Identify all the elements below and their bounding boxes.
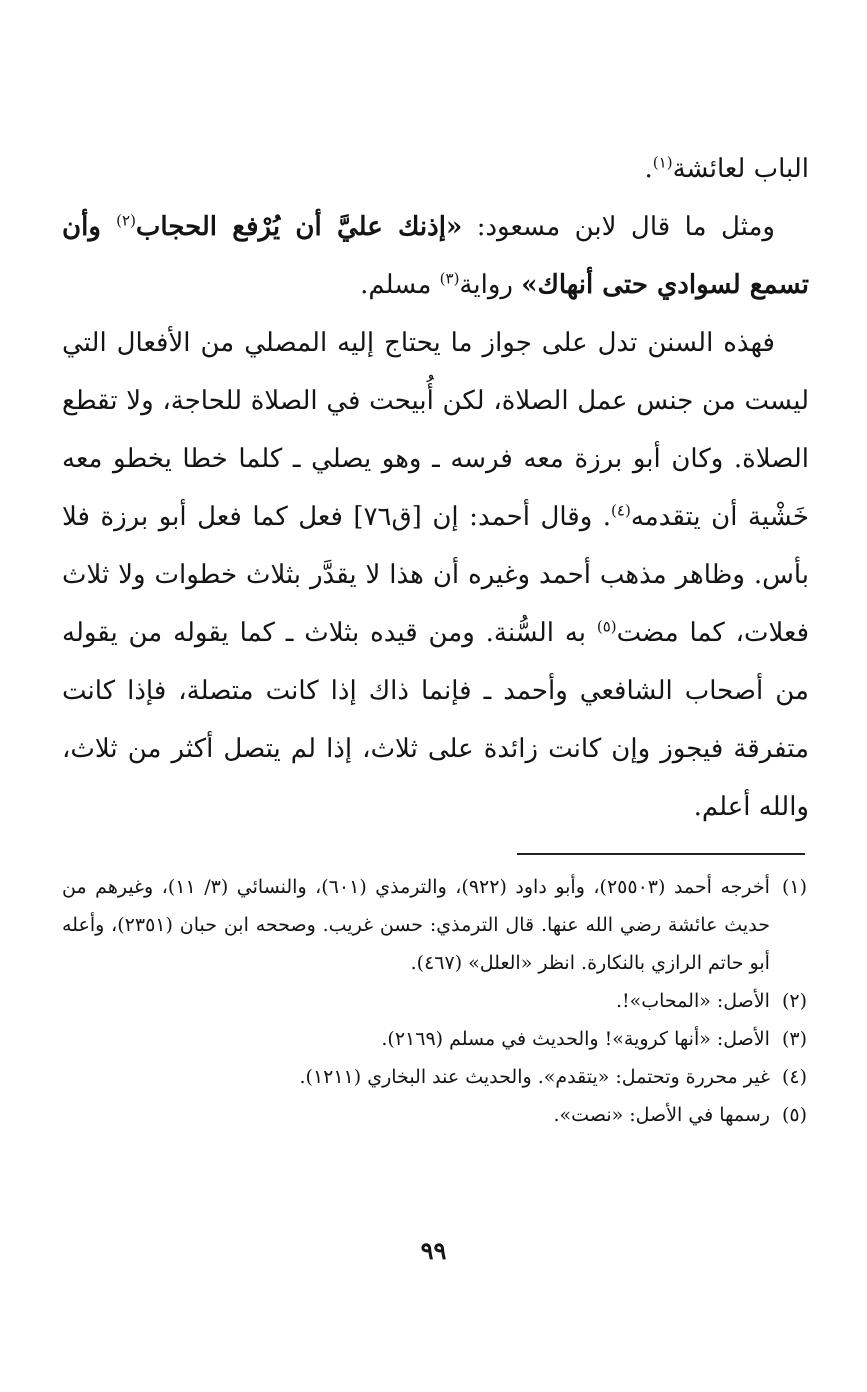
footnote-1 xyxy=(62,868,807,982)
footnote-ref-2[interactable]: (٢) xyxy=(116,211,136,230)
footnote-text: رسمها في الأصل: «نصت». xyxy=(553,1104,770,1126)
main-text xyxy=(62,140,809,836)
footnote-ref-5[interactable]: (٥) xyxy=(596,617,617,636)
page-number: ٩٩ xyxy=(420,1236,447,1265)
footnote-text: الأصل: «المحاب»!. xyxy=(615,990,770,1012)
footnote-2 xyxy=(62,982,807,1020)
hadith-quote: «إذنك عليَّ أن يُرْفع الحجاب xyxy=(135,212,463,242)
footnote-number: (٣) xyxy=(781,1028,807,1050)
text-run: . وقال أحمد: إن [ق٧٦] فعل كما فعل أبو برزة فلا بأس. وظاهر مذهب أحمد وغيره أن هذا لا يقدَّر بثلاث خطوات ولا ثلاث فعلات، كما مضت xyxy=(62,502,810,648)
footnote-number: (٥) xyxy=(781,1104,807,1126)
paragraph-3 xyxy=(62,314,809,836)
text-run: رواية xyxy=(459,270,522,300)
footnote-3 xyxy=(62,1020,807,1058)
footnote-number: (٤) xyxy=(781,1066,807,1088)
footnote-ref-4[interactable]: (٤) xyxy=(611,501,631,520)
text-run: ومثل ما قال لابن مسعود: xyxy=(462,212,775,242)
footnote-number: (٢) xyxy=(781,990,807,1012)
footnote-ref-1[interactable]: (١) xyxy=(652,153,673,172)
footnote-text: أخرجه أحمد (٢٥٥٠٣)، وأبو داود (٩٢٢)، والترمذي (٦٠١)، والنسائي (٣/ ١١)، وغيرهم من حديث عائشة رضي الله عنها. قال الترمذي: حسن غريب. وصححه ابن حبان (٢٣٥١)، وأعله أبو حاتم الرازي بالنكارة. انظر «العلل» (٤٦٧). xyxy=(62,876,770,974)
paragraph-1 xyxy=(62,140,809,198)
footnote-ref-3[interactable]: (٣) xyxy=(439,269,460,288)
text-run: الباب لعائشة xyxy=(672,154,809,184)
footnote-5 xyxy=(62,1096,807,1134)
text-run: فهذه السنن تدل على جواز ما يحتاج إليه المصلي من الأفعال التي ليست من جنس عمل الصلاة، لكن أُبيحت في الصلاة للحاجة، ولا تقطع الصلاة. وكان أبو برزة معه فرسه ـ وهو يصلي ـ كلما خطا يخطو معه خَشْية أن يتقدمه xyxy=(62,328,809,532)
hadith-quote-cont: وأن تسمع لسوادي حتى أنهاك» xyxy=(62,212,809,300)
text-run: به السُّنة. ومن قيده بثلاث ـ كما يقوله من يقوله من أصحاب الشافعي وأحمد ـ فإنما ذاك إذا كانت متصلة، فإذا كانت متفرقة فيجوز وإن كانت زائدة على ثلاث، إذا لم يتصل أكثر من ثلاث، والله أعلم. xyxy=(62,618,809,822)
footnote-text: الأصل: «أنها كروية»! والحديث في مسلم (٢١٦٩). xyxy=(381,1028,770,1050)
footnote-4 xyxy=(62,1058,807,1096)
footnotes xyxy=(62,868,807,1134)
footnote-divider xyxy=(517,853,805,855)
text-run: مسلم. xyxy=(360,270,440,300)
footnote-text: غير محررة وتحتمل: «يتقدم». والحديث عند البخاري (١٢١١). xyxy=(299,1066,770,1088)
text-run: . xyxy=(644,154,653,184)
paragraph-2 xyxy=(62,198,809,314)
footnote-number: (١) xyxy=(781,876,807,898)
